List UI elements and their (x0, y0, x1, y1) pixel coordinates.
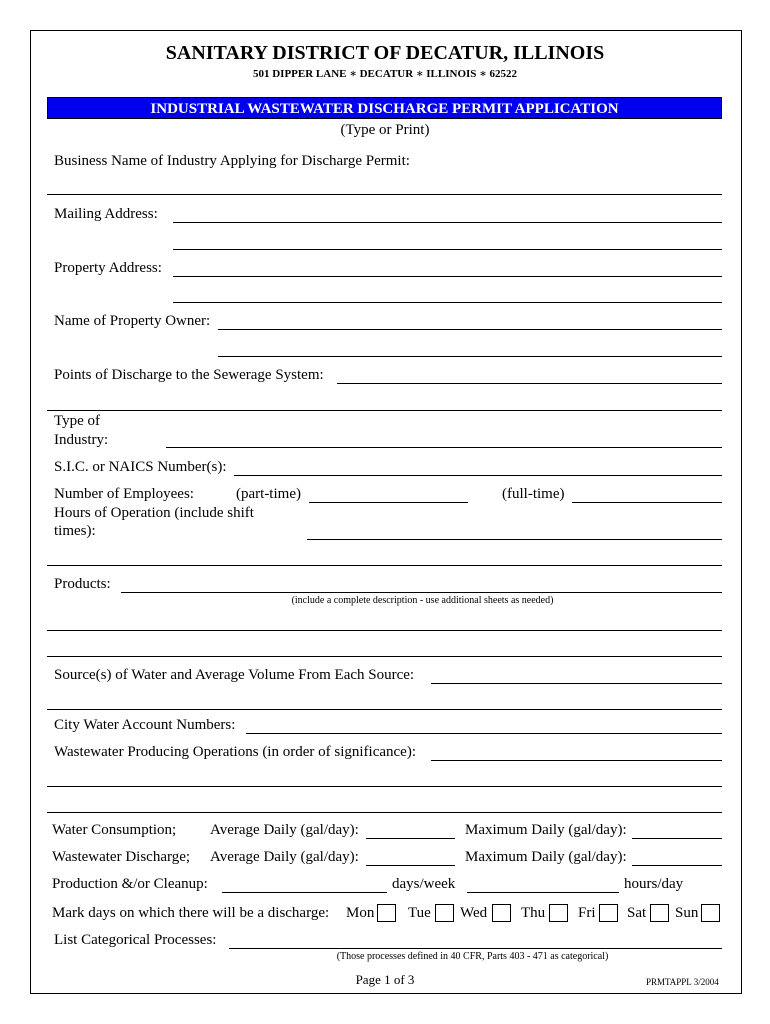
form-code: PRMTAPPL 3/2004 (646, 977, 719, 987)
wastewater-ops-field-3[interactable] (47, 812, 722, 813)
business-name-label: Business Name of Industry Applying for Discharge Permit: (54, 153, 410, 169)
water-max-daily-field[interactable] (632, 838, 722, 839)
property-owner-field-1[interactable] (218, 329, 722, 330)
part-time-field[interactable] (309, 502, 468, 503)
production-cleanup-label: Production &/or Cleanup: (52, 876, 208, 892)
points-of-discharge-label: Points of Discharge to the Sewerage System: (54, 367, 324, 383)
part-time-label: (part-time) (236, 486, 301, 502)
wastewater-ops-field-2[interactable] (47, 786, 722, 787)
wastewater-ops-label: Wastewater Producing Operations (in order of significance): (54, 744, 416, 760)
type-of-industry-field[interactable] (166, 447, 722, 448)
water-consumption-label: Water Consumption; (52, 822, 177, 838)
list-categorical-field[interactable] (229, 948, 722, 949)
wastewater-ops-field-1[interactable] (431, 760, 722, 761)
day-label-fri: Fri (578, 905, 596, 921)
products-field-2[interactable] (47, 630, 722, 631)
points-of-discharge-field[interactable] (337, 383, 722, 384)
points-of-discharge-field-2[interactable] (47, 410, 722, 411)
day-checkbox-tue[interactable] (435, 904, 454, 922)
form-title-banner: INDUSTRIAL WASTEWATER DISCHARGE PERMIT APPLICATION (47, 97, 722, 119)
wastewater-max-daily-field[interactable] (632, 865, 722, 866)
day-label-thu: Thu (521, 905, 546, 921)
district-address: 501 DIPPER LANE ∗ DECATUR ∗ ILLINOIS ∗ 62522 (252, 68, 518, 80)
sic-naics-field[interactable] (234, 475, 722, 476)
days-week-field[interactable] (222, 892, 387, 893)
water-avg-daily-label: Average Daily (gal/day): (210, 822, 359, 838)
hours-operation-label-2: times): (54, 523, 96, 539)
day-checkbox-sat[interactable] (650, 904, 669, 922)
type-or-print-note: (Type or Print) (340, 122, 430, 138)
list-categorical-label: List Categorical Processes: (54, 932, 217, 948)
full-time-field[interactable] (572, 502, 722, 503)
sources-water-label: Source(s) of Water and Average Volume From Each Source: (54, 667, 415, 683)
wastewater-discharge-label: Wastewater Discharge; (52, 849, 191, 865)
wastewater-avg-daily-field[interactable] (366, 865, 455, 866)
city-water-field[interactable] (246, 733, 722, 734)
mark-days-label: Mark days on which there will be a discharge: (52, 905, 330, 921)
products-label: Products: (54, 576, 111, 592)
business-name-field[interactable] (47, 194, 722, 195)
property-owner-field-2[interactable] (218, 356, 722, 357)
full-time-label: (full-time) (502, 486, 565, 502)
type-of-label: Type of (54, 413, 101, 429)
day-checkbox-wed[interactable] (492, 904, 511, 922)
day-label-tue: Tue (408, 905, 431, 921)
property-address-label: Property Address: (54, 260, 162, 276)
water-max-daily-label: Maximum Daily (gal/day): (465, 822, 627, 838)
products-note: (include a complete description - use additional sheets as needed) (291, 595, 554, 606)
day-checkbox-fri[interactable] (599, 904, 618, 922)
page-number: Page 1 of 3 (355, 972, 415, 987)
day-label-wed: Wed (460, 905, 488, 921)
water-avg-daily-field[interactable] (366, 838, 455, 839)
categorical-note: (Those processes defined in 40 CFR, Parts 403 - 471 as categorical) (336, 951, 609, 962)
products-field[interactable] (121, 592, 722, 593)
mailing-address-field-1[interactable] (173, 222, 722, 223)
wastewater-max-daily-label: Maximum Daily (gal/day): (465, 849, 627, 865)
sources-water-field[interactable] (431, 683, 722, 684)
day-checkbox-thu[interactable] (549, 904, 568, 922)
sources-water-field-2[interactable] (47, 709, 722, 710)
day-label-sun: Sun (675, 905, 699, 921)
hours-operation-field-2[interactable] (47, 565, 722, 566)
day-checkbox-mon[interactable] (377, 904, 396, 922)
days-week-label: days/week (392, 876, 456, 892)
industry-label: Industry: (54, 432, 109, 448)
day-label-mon: Mon (346, 905, 375, 921)
day-checkbox-sun[interactable] (701, 904, 720, 922)
wastewater-avg-daily-label: Average Daily (gal/day): (210, 849, 359, 865)
sic-naics-label: S.I.C. or NAICS Number(s): (54, 459, 227, 475)
num-employees-label: Number of Employees: (54, 486, 194, 502)
day-label-sat: Sat (627, 905, 647, 921)
products-field-3[interactable] (47, 656, 722, 657)
mailing-address-label: Mailing Address: (54, 206, 158, 222)
mailing-address-field-2[interactable] (173, 249, 722, 250)
property-address-field-1[interactable] (173, 276, 722, 277)
property-owner-label: Name of Property Owner: (54, 313, 211, 329)
hours-day-label: hours/day (624, 876, 684, 892)
city-water-label: City Water Account Numbers: (54, 717, 236, 733)
page-title: SANITARY DISTRICT OF DECATUR, ILLINOIS (165, 42, 605, 64)
hours-operation-label: Hours of Operation (include shift (54, 505, 254, 521)
hours-operation-field[interactable] (307, 539, 722, 540)
property-address-field-2[interactable] (173, 302, 722, 303)
hours-day-field[interactable] (467, 892, 619, 893)
